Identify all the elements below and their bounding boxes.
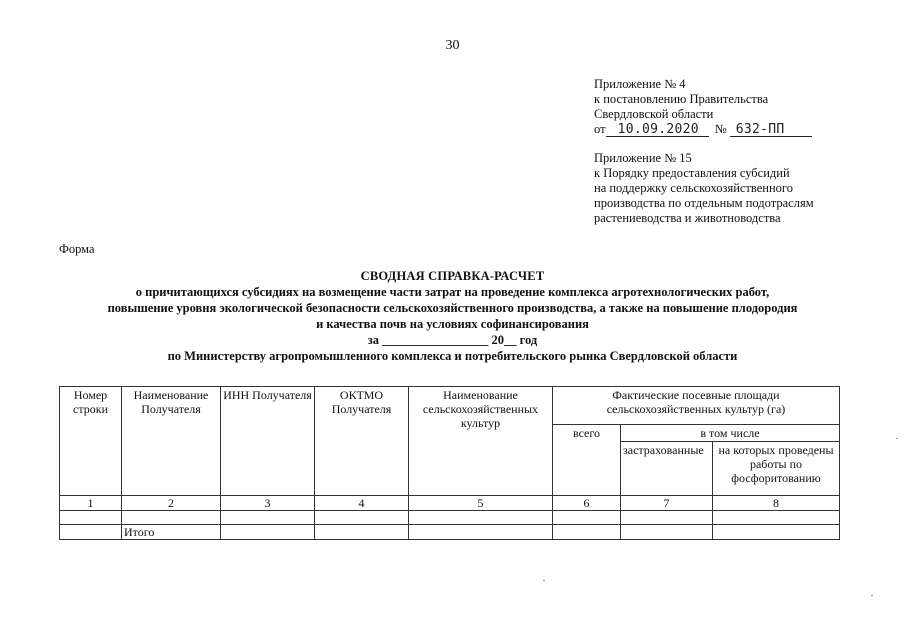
- title-line2: повышение уровня экологической безопасности сельскохозяйственного производства, а также на повышение плодородия: [107, 301, 798, 315]
- table-cell: [60, 525, 122, 540]
- title-line1: о причитающихся субсидиях на возмещение части затрат на проведение комплекса агротехнологических работ,: [135, 285, 770, 299]
- column-number: 3: [221, 496, 315, 511]
- date-prefix: от: [594, 122, 606, 136]
- title-period: за _________________ 20__ год: [367, 333, 538, 347]
- table-cell: [221, 511, 315, 525]
- annex-4-block: [594, 77, 812, 137]
- scan-speck: [871, 595, 873, 596]
- header-row-1: [60, 387, 840, 425]
- annex-4-line2: к постановлению Правительства: [594, 92, 769, 106]
- column-number: 4: [315, 496, 409, 511]
- header-areas: Фактические посевные площади сельскохозяйственных культур (га): [553, 387, 840, 425]
- number-value: 632-ПП: [730, 123, 812, 137]
- header-recipient-name: Наименование Получателя: [122, 387, 221, 496]
- table-cell: [221, 525, 315, 540]
- annex-4-date-line: [594, 122, 812, 137]
- table-cell: [713, 511, 840, 525]
- summary-table: [59, 386, 840, 540]
- title-line3: и качества почв на условиях софинансирования: [316, 317, 589, 331]
- annex-15-line: к Порядку предоставления субсидий: [594, 166, 790, 180]
- header-phosphorite: на которых проведены работы по фосфоритованию: [713, 442, 840, 496]
- annex-15-line: производства по отдельным подотраслям: [594, 196, 814, 210]
- table-cell: [553, 525, 621, 540]
- header-including: в том числе: [621, 425, 840, 442]
- annex-15-line: растениеводства и животноводства: [594, 211, 781, 225]
- table-cell: [409, 511, 553, 525]
- column-number: 5: [409, 496, 553, 511]
- column-number: 2: [122, 496, 221, 511]
- scan-speck: [543, 580, 545, 581]
- header-crops: Наименование сельскохозяйственных культур: [409, 387, 553, 496]
- header-row-number: Номер строки: [60, 387, 122, 496]
- date-value: 10.09.2020: [606, 123, 709, 137]
- header-insured: застрахованные: [621, 442, 713, 496]
- number-prefix: №: [714, 122, 727, 136]
- header-total: всего: [553, 425, 621, 496]
- title-heading: СВОДНАЯ СПРАВКА-РАСЧЕТ: [360, 269, 545, 283]
- annex-4-line3: Свердловской области: [594, 107, 714, 121]
- annex-4-title: Приложение № 4: [594, 77, 686, 91]
- table-cell: [409, 525, 553, 540]
- form-label: Форма: [59, 242, 95, 256]
- column-numbers-row: [60, 496, 840, 511]
- column-number: 6: [553, 496, 621, 511]
- column-number: 7: [621, 496, 713, 511]
- scan-speck: [896, 438, 898, 439]
- table-cell: [315, 525, 409, 540]
- column-number: 8: [713, 496, 840, 511]
- table-cell: [621, 525, 713, 540]
- annex-15-line: на поддержку сельскохозяйственного: [594, 181, 793, 195]
- header-oktmo: ОКТМО Получателя: [315, 387, 409, 496]
- table-cell: [553, 511, 621, 525]
- document-title: [0, 268, 905, 364]
- total-label: Итого: [122, 525, 221, 540]
- table-row: [60, 511, 840, 525]
- header-inn: ИНН Получателя: [221, 387, 315, 496]
- column-number: 1: [60, 496, 122, 511]
- annex-15-block: [594, 151, 814, 226]
- table-cell: [713, 525, 840, 540]
- table-cell: [621, 511, 713, 525]
- table-cell: [122, 511, 221, 525]
- title-ministry: по Министерству агропромышленного комплекса и потребительского рынка Свердловской области: [167, 349, 738, 363]
- table-cell: [315, 511, 409, 525]
- total-row: [60, 525, 840, 540]
- table-cell: [60, 511, 122, 525]
- page-number: 30: [445, 38, 460, 53]
- annex-15-line: Приложение № 15: [594, 151, 692, 165]
